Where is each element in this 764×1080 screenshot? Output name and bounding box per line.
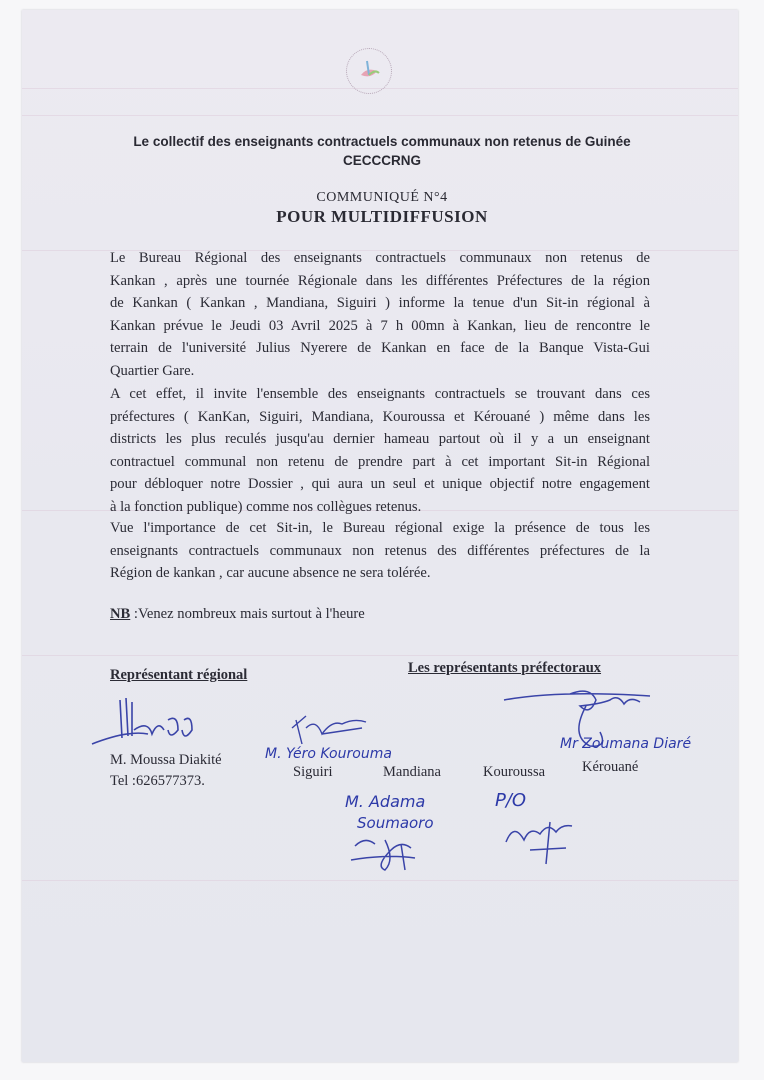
mandiana-handwritten-surname: Soumaoro <box>357 814 434 832</box>
text-line: Vue l'importance de cet Sit-in, le Bureau régional exige la présence de tous les <box>110 520 650 536</box>
text-line: districts les plus reculés jusqu'au dernier hameau partout où il y a un enseignant <box>110 431 650 448</box>
text-line: Quartier Gare. <box>110 362 195 379</box>
text-line: pour débloquer notre Dossier , qui aura un seul et unique objectif notre engagement <box>110 476 650 493</box>
mandiana-signature <box>345 830 435 875</box>
text-line: A cet effet, il invite l'ensemble des enseignants contractuels se trouvant dans ces <box>110 386 650 402</box>
nb-text: :Venez nombreux mais surtout à l'heure <box>130 606 365 622</box>
regional-signature <box>88 690 218 750</box>
paragraph-3 <box>110 517 650 585</box>
kouroussa-handwritten-po: P/O <box>495 790 527 811</box>
text-line: préfectures ( KanKan, Siguiri, Mandiana, Kouroussa et Kérouané ) même dans les <box>110 408 650 425</box>
organization-logo <box>346 48 392 94</box>
paragraph-1 <box>110 247 650 383</box>
communique-subtitle: POUR MULTIDIFFUSION <box>276 207 488 226</box>
prefecture-mandiana: Mandiana <box>383 764 441 780</box>
kouroussa-po-signature <box>500 812 580 867</box>
organization-name: Le collectif des enseignants contractuels communaux non retenus de Guinée <box>133 134 631 149</box>
text-line: Le Bureau Régional des enseignants contractuels communaux non retenus de <box>110 250 650 266</box>
communique-number: COMMUNIQUÉ N°4 <box>316 190 448 205</box>
organization-header <box>0 132 764 170</box>
text-line: à la fonction publique) comme nos collègues retenus. <box>110 498 422 515</box>
prefecture-kouroussa: Kouroussa <box>483 764 546 780</box>
siguiri-handwritten-name: M. Yéro Kourouma <box>265 746 392 762</box>
nb-note <box>110 603 650 626</box>
regional-representative-name: M. Moussa Diakité <box>110 752 222 768</box>
text-line: contractuel communal non retenu de prendre part à cet important Sit-in Régional <box>110 453 650 470</box>
kerouane-handwritten-name: Mr Zoumana Diaré <box>560 736 692 752</box>
text-line: de Kankan ( Kankan , Mandiana, Siguiri ) informe la tenue d'un Sit-in régional à <box>110 295 650 312</box>
siguiri-signature <box>282 708 372 748</box>
text-line: Kankan prévue le Jeudi 03 Avril 2025 à 7 h 00mn à Kankan, lieu de rencontre le <box>110 317 650 334</box>
prefecture-kerouane: Kérouané <box>582 759 639 775</box>
regional-representative-phone: Tel :626577373. <box>110 773 205 789</box>
regional-representative-heading: Représentant régional <box>110 667 248 683</box>
text-line: enseignants contractuels communaux non retenus des différentes préfectures de la <box>110 542 650 559</box>
mandiana-handwritten-name: M. Adama <box>345 792 426 811</box>
text-line: Région de kankan , car aucune absence ne sera tolérée. <box>110 565 431 582</box>
prefectoral-representatives-heading: Les représentants préfectoraux <box>408 660 602 676</box>
nb-label: NB <box>110 606 131 622</box>
paragraph-2 <box>110 383 650 519</box>
text-line: Kankan , après une tournée Régionale dans les différentes Préfectures de la région <box>110 272 650 289</box>
prefecture-siguiri: Siguiri <box>293 764 333 780</box>
organization-acronym: CECCCRNG <box>342 153 421 168</box>
text-line: terrain de l'université Julius Nyerere de Kankan en face de la Banque Vista-Gui <box>110 340 650 357</box>
